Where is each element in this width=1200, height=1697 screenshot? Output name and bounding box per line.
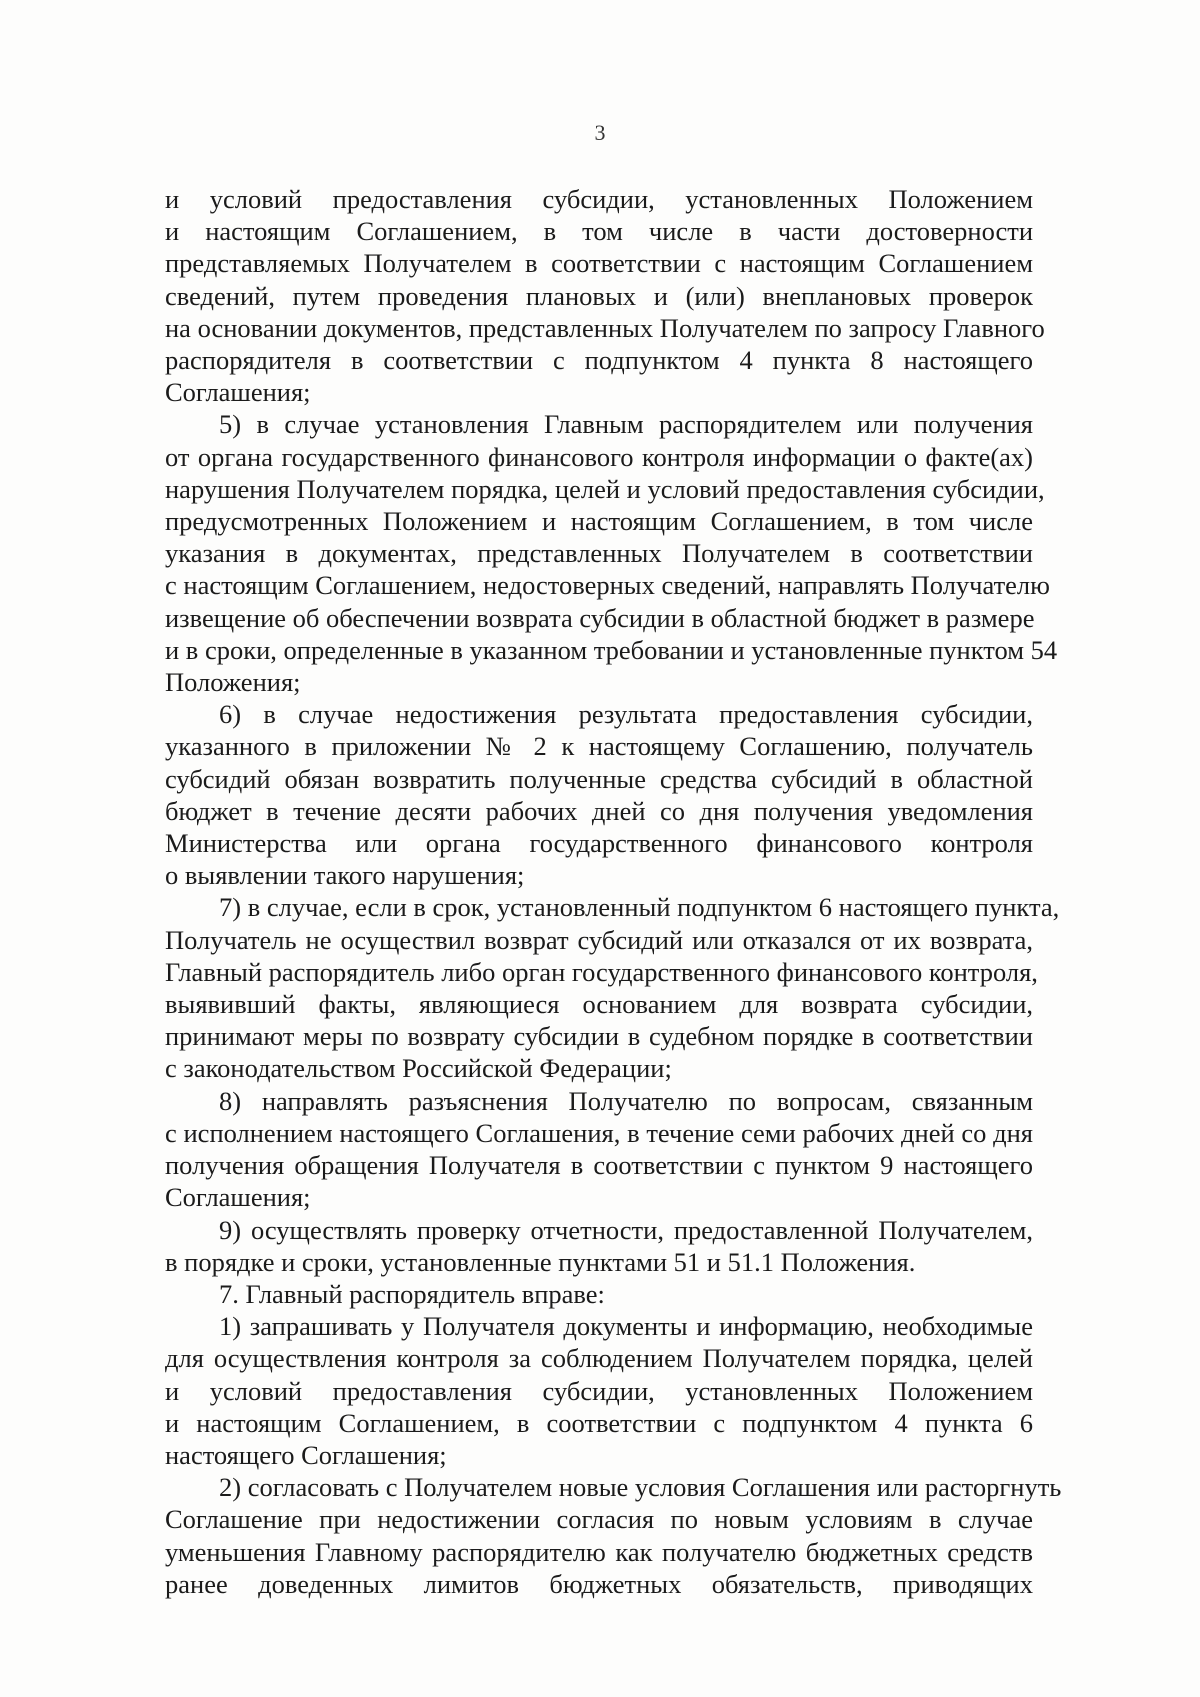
text-line: и настоящим Соглашением, в том числе в части достоверности bbox=[165, 216, 1033, 247]
text-line: 5) в случае установления Главным распорядителем или получения bbox=[219, 409, 1033, 440]
text-line: ранее доведенных лимитов бюджетных обязательств, приводящих bbox=[165, 1568, 1033, 1599]
text-line: и настоящим Соглашением, в соответствии с подпунктом 4 пункта 6 bbox=[165, 1407, 1033, 1438]
text-line: Соглашения; bbox=[165, 1182, 311, 1213]
text-line: и в сроки, определенные в указанном требовании и установленные пунктом 54 bbox=[165, 634, 1058, 665]
text-line: Министерства или органа государственного финансового контроля bbox=[165, 828, 1033, 859]
text-line: для осуществления контроля за соблюдением Получателем порядка, целей bbox=[165, 1343, 1033, 1374]
text-line: получения обращения Получателя в соответствии с пунктом 9 настоящего bbox=[165, 1150, 1033, 1181]
text-line: извещение об обеспечении возврата субсидии в областной бюджет в размере bbox=[165, 602, 1035, 633]
text-line: предусмотренных Положением и настоящим Соглашением, в том числе bbox=[165, 506, 1033, 537]
text-line: субсидий обязан возвратить полученные средства субсидий в областной bbox=[165, 763, 1033, 794]
text-line: с законодательством Российской Федерации; bbox=[165, 1053, 672, 1084]
text-line: нарушения Получателем порядка, целей и условий предоставления субсидии, bbox=[165, 473, 1045, 504]
text-line: распорядителя в соответствии с подпунктом 4 пункта 8 настоящего bbox=[165, 345, 1033, 376]
text-line: Соглашение при недостижении согласия по новым условиям в случае bbox=[165, 1504, 1033, 1535]
text-line: с исполнением настоящего Соглашения, в течение семи рабочих дней со дня bbox=[165, 1117, 1033, 1148]
page-number: 3 bbox=[594, 120, 606, 145]
text-line: от органа государственного финансового контроля информации о факте(ах) bbox=[165, 441, 1033, 472]
text-line: Соглашения; bbox=[165, 377, 311, 408]
text-line: выявивший факты, являющиеся основанием для возврата субсидии, bbox=[165, 989, 1033, 1020]
text-line: представляемых Получателем в соответствии с настоящим Соглашением bbox=[165, 248, 1033, 279]
text-line: бюджет в течение десяти рабочих дней со дня получения уведомления bbox=[165, 795, 1033, 826]
text-line: и условий предоставления субсидии, установленных Положением bbox=[165, 184, 1033, 214]
text-line: в порядке и сроки, установленные пунктами 51 и 51.1 Положения. bbox=[165, 1246, 916, 1277]
text-line: 9) осуществлять проверку отчетности, предоставленной Получателем, bbox=[219, 1214, 1033, 1245]
text-line: указания в документах, представленных Получателем в соответствии bbox=[165, 538, 1033, 569]
text-line: 1) запрашивать у Получателя документы и информацию, необходимые bbox=[219, 1311, 1033, 1342]
text-line: и условий предоставления субсидии, установленных Положением bbox=[165, 1375, 1033, 1406]
text-line: уменьшения Главному распорядителю как получателю бюджетных средств bbox=[165, 1536, 1033, 1567]
text-line: о выявлении такого нарушения; bbox=[165, 860, 525, 891]
text-line: 8) направлять разъяснения Получателю по вопросам, связанным bbox=[219, 1085, 1033, 1116]
text-line: Получатель не осуществил возврат субсидий или отказался от их возврата, bbox=[165, 924, 1033, 955]
text-line: 7. Главный распорядитель вправе: bbox=[219, 1278, 605, 1309]
text-line: сведений, путем проведения плановых и (или) внеплановых проверок bbox=[165, 280, 1033, 311]
text-line: Главный распорядитель либо орган государственного финансового контроля, bbox=[165, 956, 1038, 987]
text-line: настоящего Соглашения; bbox=[165, 1439, 447, 1470]
text-line: 6) в случае недостижения результата предоставления субсидии, bbox=[219, 699, 1033, 730]
text-line: 2) согласовать с Получателем новые условия Соглашения или расторгнуть bbox=[219, 1472, 1062, 1503]
text-line: 7) в случае, если в срок, установленный подпунктом 6 настоящего пункта, bbox=[219, 892, 1060, 923]
text-line: на основании документов, представленных Получателем по запросу Главного bbox=[165, 312, 1045, 343]
text-line: принимают меры по возврату субсидии в судебном порядке в соответствии bbox=[165, 1021, 1033, 1052]
text-line: с настоящим Соглашением, недостоверных сведений, направлять Получателю bbox=[165, 570, 1050, 601]
document-body bbox=[165, 183, 1062, 1600]
text-line: указанного в приложении № 2 к настоящему Соглашению, получатель bbox=[165, 731, 1033, 762]
text-line: Положения; bbox=[165, 667, 301, 698]
